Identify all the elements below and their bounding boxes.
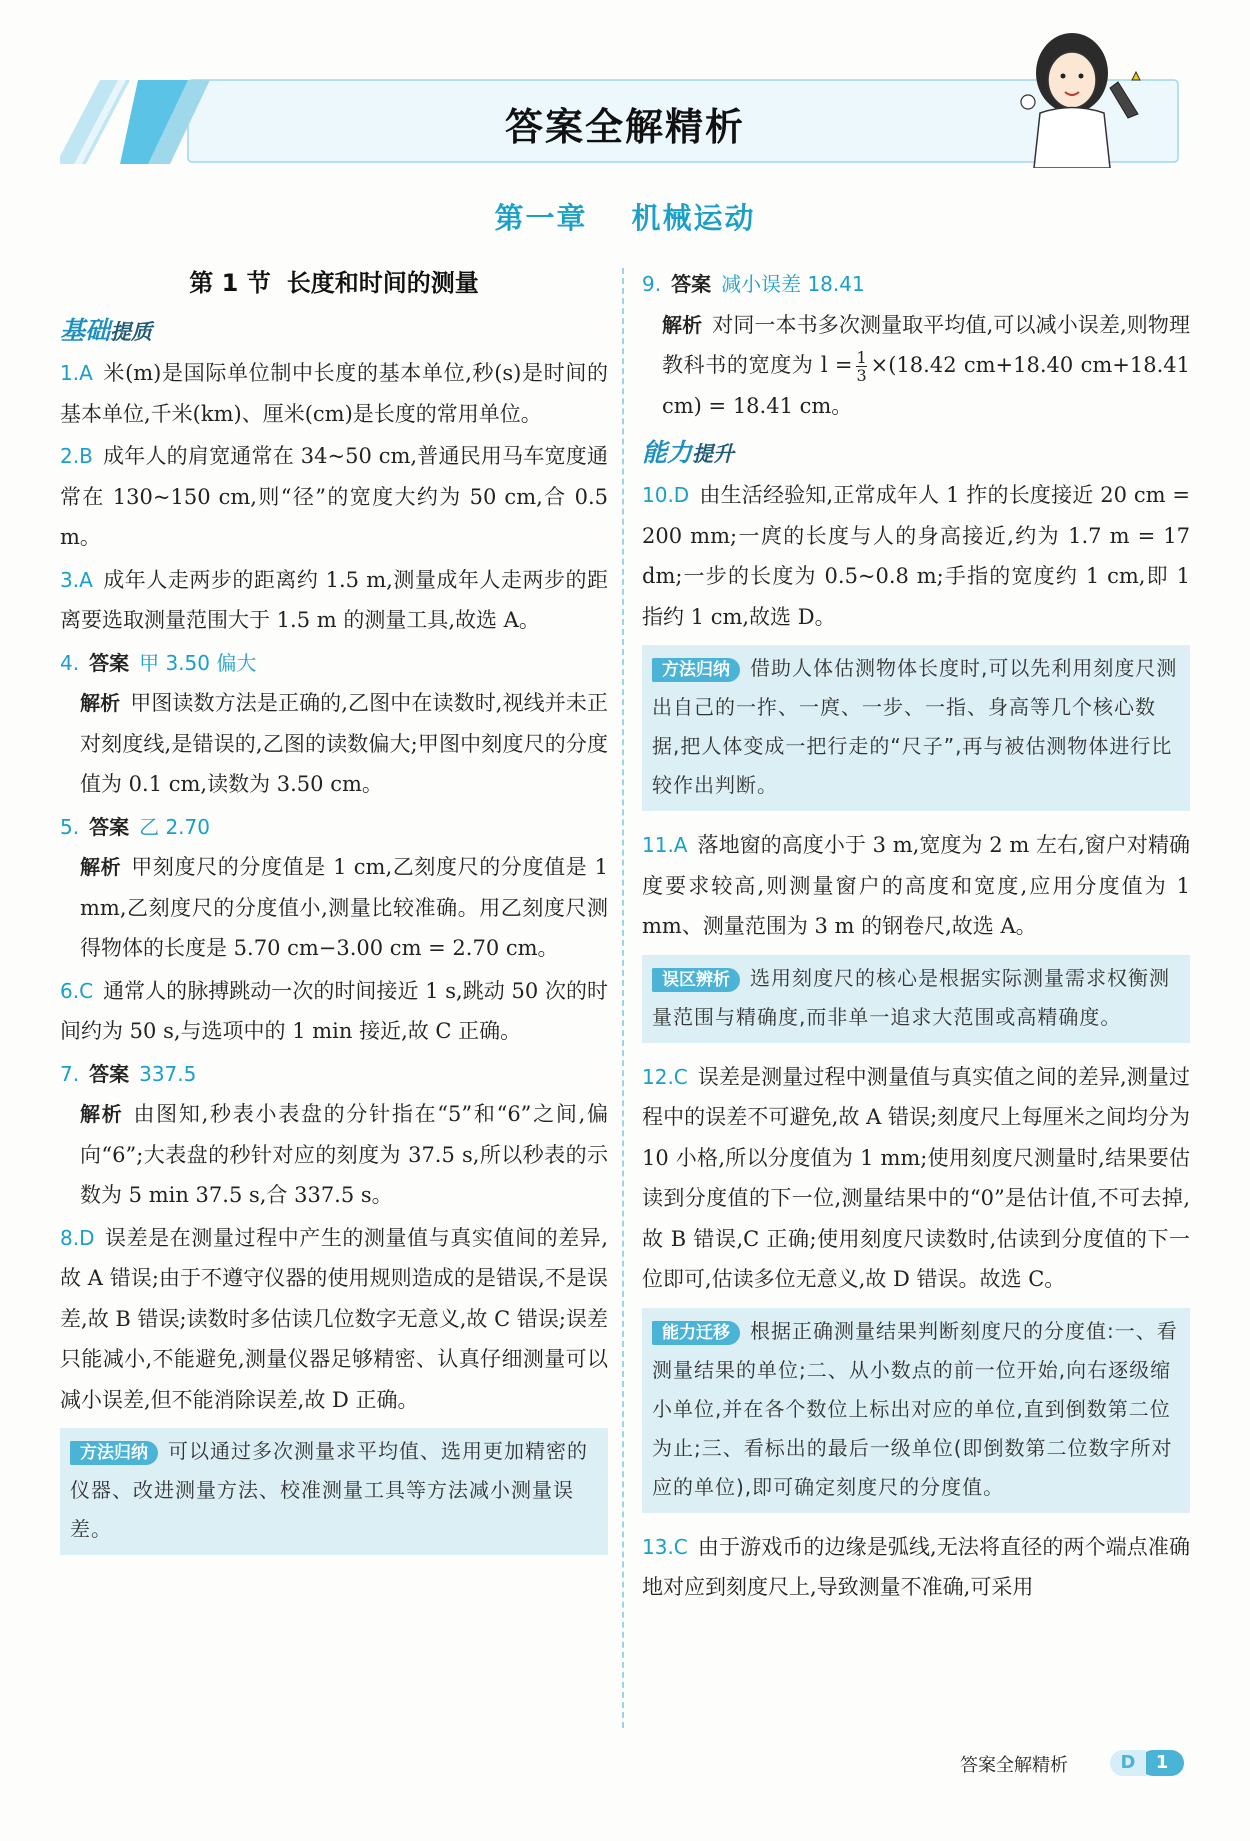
question-text: 由生活经验知,正常成年人 1 拃的长度接近 20 cm = 200 mm;一庹的长度与人的身高接近,约为 1.7 m = 17 dm;一步的长度为 0.5~0.8 m;手指的宽度约 1 cm,即 1 指约 1 cm,故选 D。 bbox=[642, 483, 1190, 629]
answer-value: 乙 2.70 bbox=[139, 814, 210, 839]
left-column bbox=[60, 264, 608, 1569]
subheading-ability: 能力提升 bbox=[642, 438, 735, 467]
question-number: 4. bbox=[60, 650, 80, 675]
column-divider bbox=[622, 268, 624, 1728]
right-column bbox=[642, 264, 1190, 1610]
fraction-denominator: 3 bbox=[856, 366, 867, 385]
question-4 bbox=[60, 643, 608, 805]
page-number: 1 bbox=[1140, 1750, 1184, 1776]
ability-transfer-box bbox=[642, 1308, 1190, 1513]
question-10 bbox=[642, 475, 1190, 637]
tip-tag: 方法归纳 bbox=[652, 658, 740, 682]
question-5 bbox=[60, 807, 608, 969]
question-number: 9. bbox=[642, 272, 662, 296]
question-number: 8.D bbox=[60, 1225, 95, 1250]
question-number: 11.A bbox=[642, 833, 688, 857]
question-11 bbox=[642, 825, 1190, 947]
question-13 bbox=[642, 1527, 1190, 1608]
footer-text: 答案全解精析 bbox=[960, 1755, 1068, 1776]
analysis bbox=[642, 305, 1190, 427]
analysis-text: 甲刻度尺的分度值是 1 cm,乙刻度尺的分度值是 1 mm,乙刻度尺的分度值小,测量比较准确。用乙刻度尺测得物体的长度是 5.70 cm−3.00 cm = 2.70 cm。 bbox=[80, 855, 608, 960]
analysis-label: 解析 bbox=[80, 691, 121, 715]
chapter-title bbox=[0, 196, 1250, 237]
misconception-box bbox=[642, 955, 1190, 1043]
question-8 bbox=[60, 1218, 608, 1421]
question-text: 成年人走两步的距离约 1.5 m,测量成年人走两步的距离要选取测量范围大于 1.5 m 的测量工具,故选 A。 bbox=[60, 567, 608, 632]
question-number: 3.A bbox=[60, 567, 93, 592]
fraction bbox=[856, 349, 866, 384]
fraction-numerator: 1 bbox=[856, 348, 867, 367]
analysis-label: 解析 bbox=[662, 312, 703, 337]
question-number: 1.A bbox=[60, 361, 93, 385]
analysis-label: 解析 bbox=[80, 855, 122, 879]
badge-letter: D bbox=[1110, 1750, 1146, 1776]
subheading-basic: 基础提质 bbox=[60, 316, 153, 345]
tip-tag: 方法归纳 bbox=[70, 1441, 158, 1465]
analysis-text: 由图知,秒表小表盘的分针指在“5”和“6”之间,偏向“6”;大表盘的秒针对应的刻度为 37.5 s,所以秒表的示数为 5 min 37.5 s,合 337.5 s。 bbox=[80, 1102, 608, 1207]
question-12 bbox=[642, 1057, 1190, 1300]
question-6 bbox=[60, 971, 608, 1052]
section-label: 第 1 节 bbox=[189, 269, 271, 297]
question-number: 12.C bbox=[642, 1064, 688, 1089]
question-number: 6.C bbox=[60, 978, 94, 1003]
question-number: 13.C bbox=[642, 1534, 688, 1559]
answer-value: 减小误差 18.41 bbox=[721, 272, 865, 296]
analysis-text: 甲图读数方法是正确的,乙图中在读数时,视线并未正对刻度线,是错误的,乙图的读数偏大;甲图中刻度尺的分度值为 0.1 cm,读数为 3.50 cm。 bbox=[80, 691, 608, 796]
tip-tag: 误区辨析 bbox=[652, 968, 740, 992]
method-summary-box bbox=[642, 645, 1190, 811]
question-1 bbox=[60, 353, 608, 434]
question-text: 由于游戏币的边缘是弧线,无法将直径的两个端点准确地对应到刻度尺上,导致测量不准确,可采用 bbox=[642, 1534, 1190, 1599]
page-badge bbox=[1110, 1750, 1188, 1776]
answer-label: 答案 bbox=[89, 1061, 130, 1086]
question-number: 7. bbox=[60, 1061, 80, 1086]
answer-value: 337.5 bbox=[139, 1061, 197, 1086]
tip-text: 可以通过多次测量求平均值、选用更加精密的仪器、改进测量方法、校准测量工具等方法减小测量误差。 bbox=[70, 1439, 588, 1541]
answer-label: 答案 bbox=[671, 272, 712, 296]
analysis-text-a: 对同一本书多次测量取平均值,可以减小误差,则物理教科书的宽度为 l = bbox=[662, 312, 1190, 377]
section-name: 长度和时间的测量 bbox=[286, 269, 479, 297]
question-number: 10.D bbox=[642, 483, 690, 507]
analysis bbox=[60, 1094, 608, 1216]
question-text: 落地窗的高度小于 3 m,宽度为 2 m 左右,窗户对精确度要求较高,则测量窗户的高度和宽度,应用分度值为 1 mm、测量范围为 3 m 的钢卷尺,故选 A。 bbox=[642, 833, 1190, 938]
question-number: 5. bbox=[60, 814, 80, 839]
section-title bbox=[60, 264, 608, 302]
analysis-label: 解析 bbox=[80, 1102, 124, 1126]
page-title: 答案全解精析 bbox=[504, 105, 745, 149]
tip-text: 根据正确测量结果判断刻度尺的分度值:一、看测量结果的单位;二、从小数点的前一位开始,向右逐级缩小单位,并在各个数位上标出对应的单位,直到倒数第二位为止;三、看标出的最后一级单位(即倒数第二位数字所对应的单位),即可确定刻度尺的分度值。 bbox=[652, 1318, 1178, 1499]
chapter-label: 第一章 bbox=[494, 201, 588, 235]
answer-label: 答案 bbox=[89, 814, 130, 839]
analysis bbox=[60, 847, 608, 969]
answer-value: 甲 3.50 偏大 bbox=[139, 650, 257, 675]
analysis bbox=[60, 683, 608, 805]
question-text: 误差是在测量过程中产生的测量值与真实值间的差异,故 A 错误;由于不遵守仪器的使用规则造成的是错误,不是误差,故 B 错误;读数时多估读几位数字无意义,故 C 错误;误差只能减小,不能避免,测量仪器足够精密、认真仔细测量可以减小误差,但不能消除误差,故 D 正确。 bbox=[60, 1225, 608, 1412]
question-text: 成年人的肩宽通常在 34~50 cm,普通民用马车宽度通常在 130~150 cm,则“径”的宽度大约为 50 cm,合 0.5 m。 bbox=[60, 444, 608, 549]
question-2 bbox=[60, 436, 608, 558]
question-3 bbox=[60, 560, 608, 641]
chapter-name: 机械运动 bbox=[631, 201, 756, 235]
question-text: 误差是测量过程中测量值与真实值之间的差异,测量过程中的误差不可避免,故 A 错误;刻度尺上每厘米之间均分为 10 小格,所以分度值为 1 mm;使用刻度尺测量时,结果要估读到分度值的下一位,测量结果中的“0”是估计值,不可去掉,故 B 错误,C 正确;使用刻度尺读数时,估读到分度值的下一位即可,估读多位无意义,故 D 错误。故选 C。 bbox=[642, 1064, 1190, 1291]
question-text: 米(m)是国际单位制中长度的基本单位,秒(s)是时间的基本单位,千米(km)、厘米(cm)是长度的常用单位。 bbox=[60, 361, 608, 426]
analysis-text-b: ×(18.42 cm+18.40 cm+18.41 cm) = 18.41 cm。 bbox=[662, 353, 1190, 418]
question-text: 通常人的脉搏跳动一次的时间接近 1 s,跳动 50 次的时间约为 50 s,与选项中的 1 min 接近,故 C 正确。 bbox=[60, 978, 608, 1043]
answer-label: 答案 bbox=[89, 650, 130, 675]
tip-text: 借助人体估测物体长度时,可以先利用刻度尺测出自己的一拃、一庹、一步、一指、身高等几个核心数据,把人体变成一把行走的“尺子”,再与被估测物体进行比较作出判断。 bbox=[652, 656, 1178, 797]
question-9 bbox=[642, 264, 1190, 426]
question-number: 2.B bbox=[60, 444, 93, 468]
method-summary-box bbox=[60, 1428, 608, 1555]
question-7 bbox=[60, 1054, 608, 1216]
mascot-illustration bbox=[1010, 18, 1150, 168]
tip-text: 选用刻度尺的核心是根据实际测量需求权衡测量范围与精确度,而非单一追求大范围或高精确度。 bbox=[652, 965, 1170, 1029]
tip-tag: 能力迁移 bbox=[652, 1321, 740, 1345]
